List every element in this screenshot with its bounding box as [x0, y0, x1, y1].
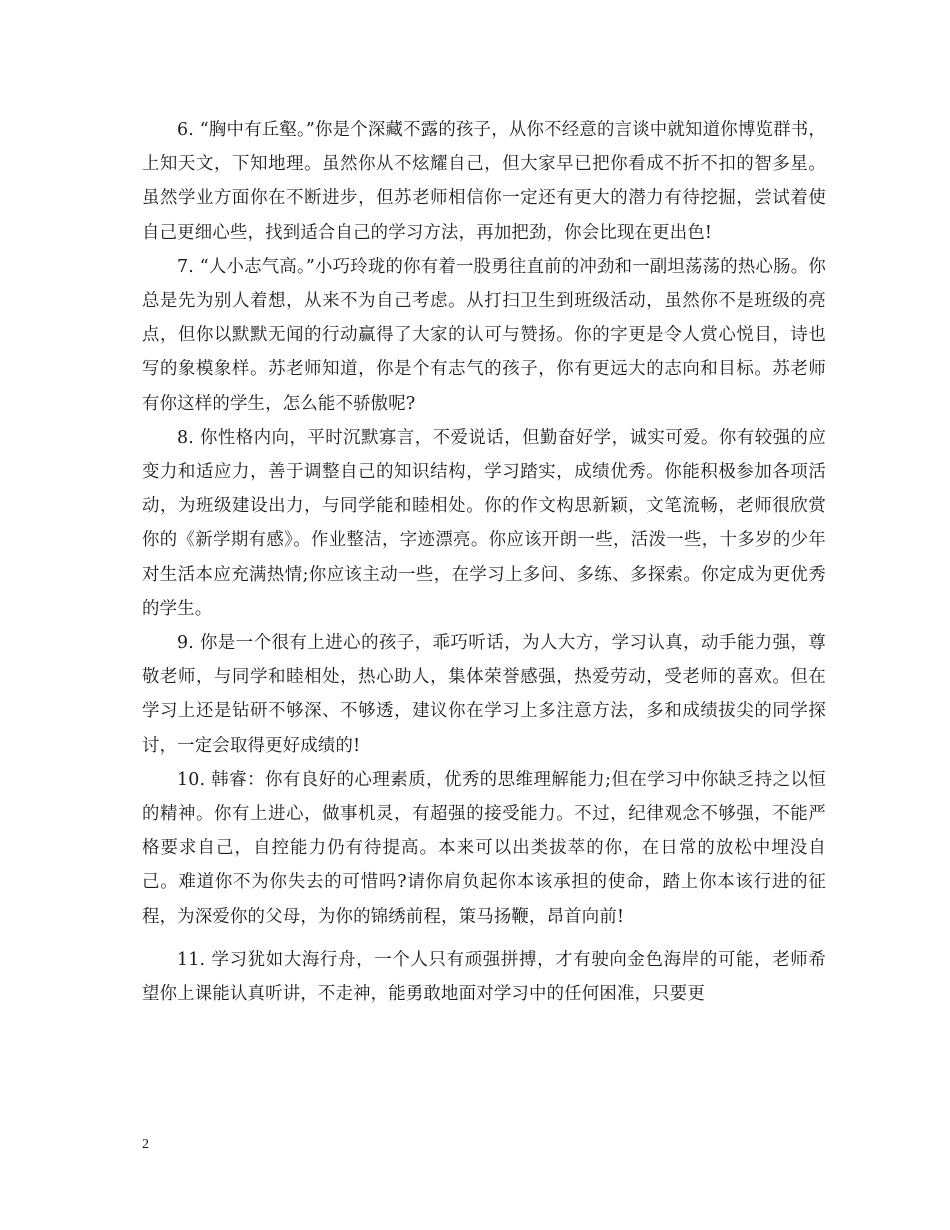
- paragraph-7: 7. “人小志气高。”小巧玲珑的你有着一股勇往直前的冲劲和一副坦荡荡的热心肠。你总是先为别人着想，从来不为自己考虑。从打扫卫生到班级活动，虽然你不是班级的亮点，但你以默默无闻的行动赢得了大家的认可与赞扬。你的字更是令人赏心悦目，诗也写的象模象样。苏老师知道，你是个有志气的孩子，你有更远大的志向和目标。苏老师有你这样的学生，怎么能不骄傲呢?: [142, 256, 826, 414]
- document-body: [142, 113, 826, 1011]
- paragraph-9: 9. 你是一个很有上进心的孩子，乖巧听话，为人大方，学习认真，动手能力强，尊敬老师，与同学和睦相处，热心助人，集体荣誉感强，热爱劳动，受老师的喜欢。但在学习上还是钻研不够深、不够透，建议你在学习上多注意方法，多和成绩拔尖的同学探讨，一定会取得更好成绩的!: [142, 633, 826, 756]
- paragraph-8: 8. 你性格内向，平时沉默寡言，不爱说话，但勤奋好学，诚实可爱。你有较强的应变力和适应力，善于调整自己的知识结构，学习踏实，成绩优秀。你能积极参加各项活动，为班级建设出力，与同学能和睦相处。你的作文构思新颖，文笔流畅，老师很欣赏你的《新学期有感》。作业整洁，字迹漂亮。你应该开朗一些，活泼一些，十多岁的少年对生活本应充满热情;你应该主动一些，在学习上多问、多练、多探索。你定成为更优秀的学生。: [142, 427, 826, 619]
- paragraph-11: 11. 学习犹如大海行舟，一个人只有顽强拼搏，才有驶向金色海岸的可能，老师希望你上课能认真听讲，不走神，能勇敢地面对学习中的任何困准，只要更: [142, 949, 826, 1005]
- page-number: 2: [142, 1137, 149, 1152]
- paragraph-10: 10. 韩睿：你有良好的心理素质，优秀的思维理解能力;但在学习中你缺乏持之以恒的精神。你有上进心，做事机灵，有超强的接受能力。不过，纪律观念不够强，不能严格要求自己，自控能力仍有待提高。本来可以出类拔萃的你，在日常的放松中埋没自己。难道你不为你失去的可惜吗?请你肩负起你本该承担的使命，踏上你本该行进的征程，为深爱你的父母，为你的锦绣前程，策马扬鞭，昂首向前!: [142, 769, 826, 927]
- paragraph-6: 6. “胸中有丘壑。”你是个深藏不露的孩子，从你不经意的言谈中就知道你博览群书，上知天文，下知地理。虽然你从不炫耀自己，但大家早已把你看成不折不扣的智多星。虽然学业方面你在不断进步，但苏老师相信你一定还有更大的潜力有待挖掘，尝试着使自己更细心些，找到适合自己的学习方法，再加把劲，你会比现在更出色!: [142, 120, 826, 243]
